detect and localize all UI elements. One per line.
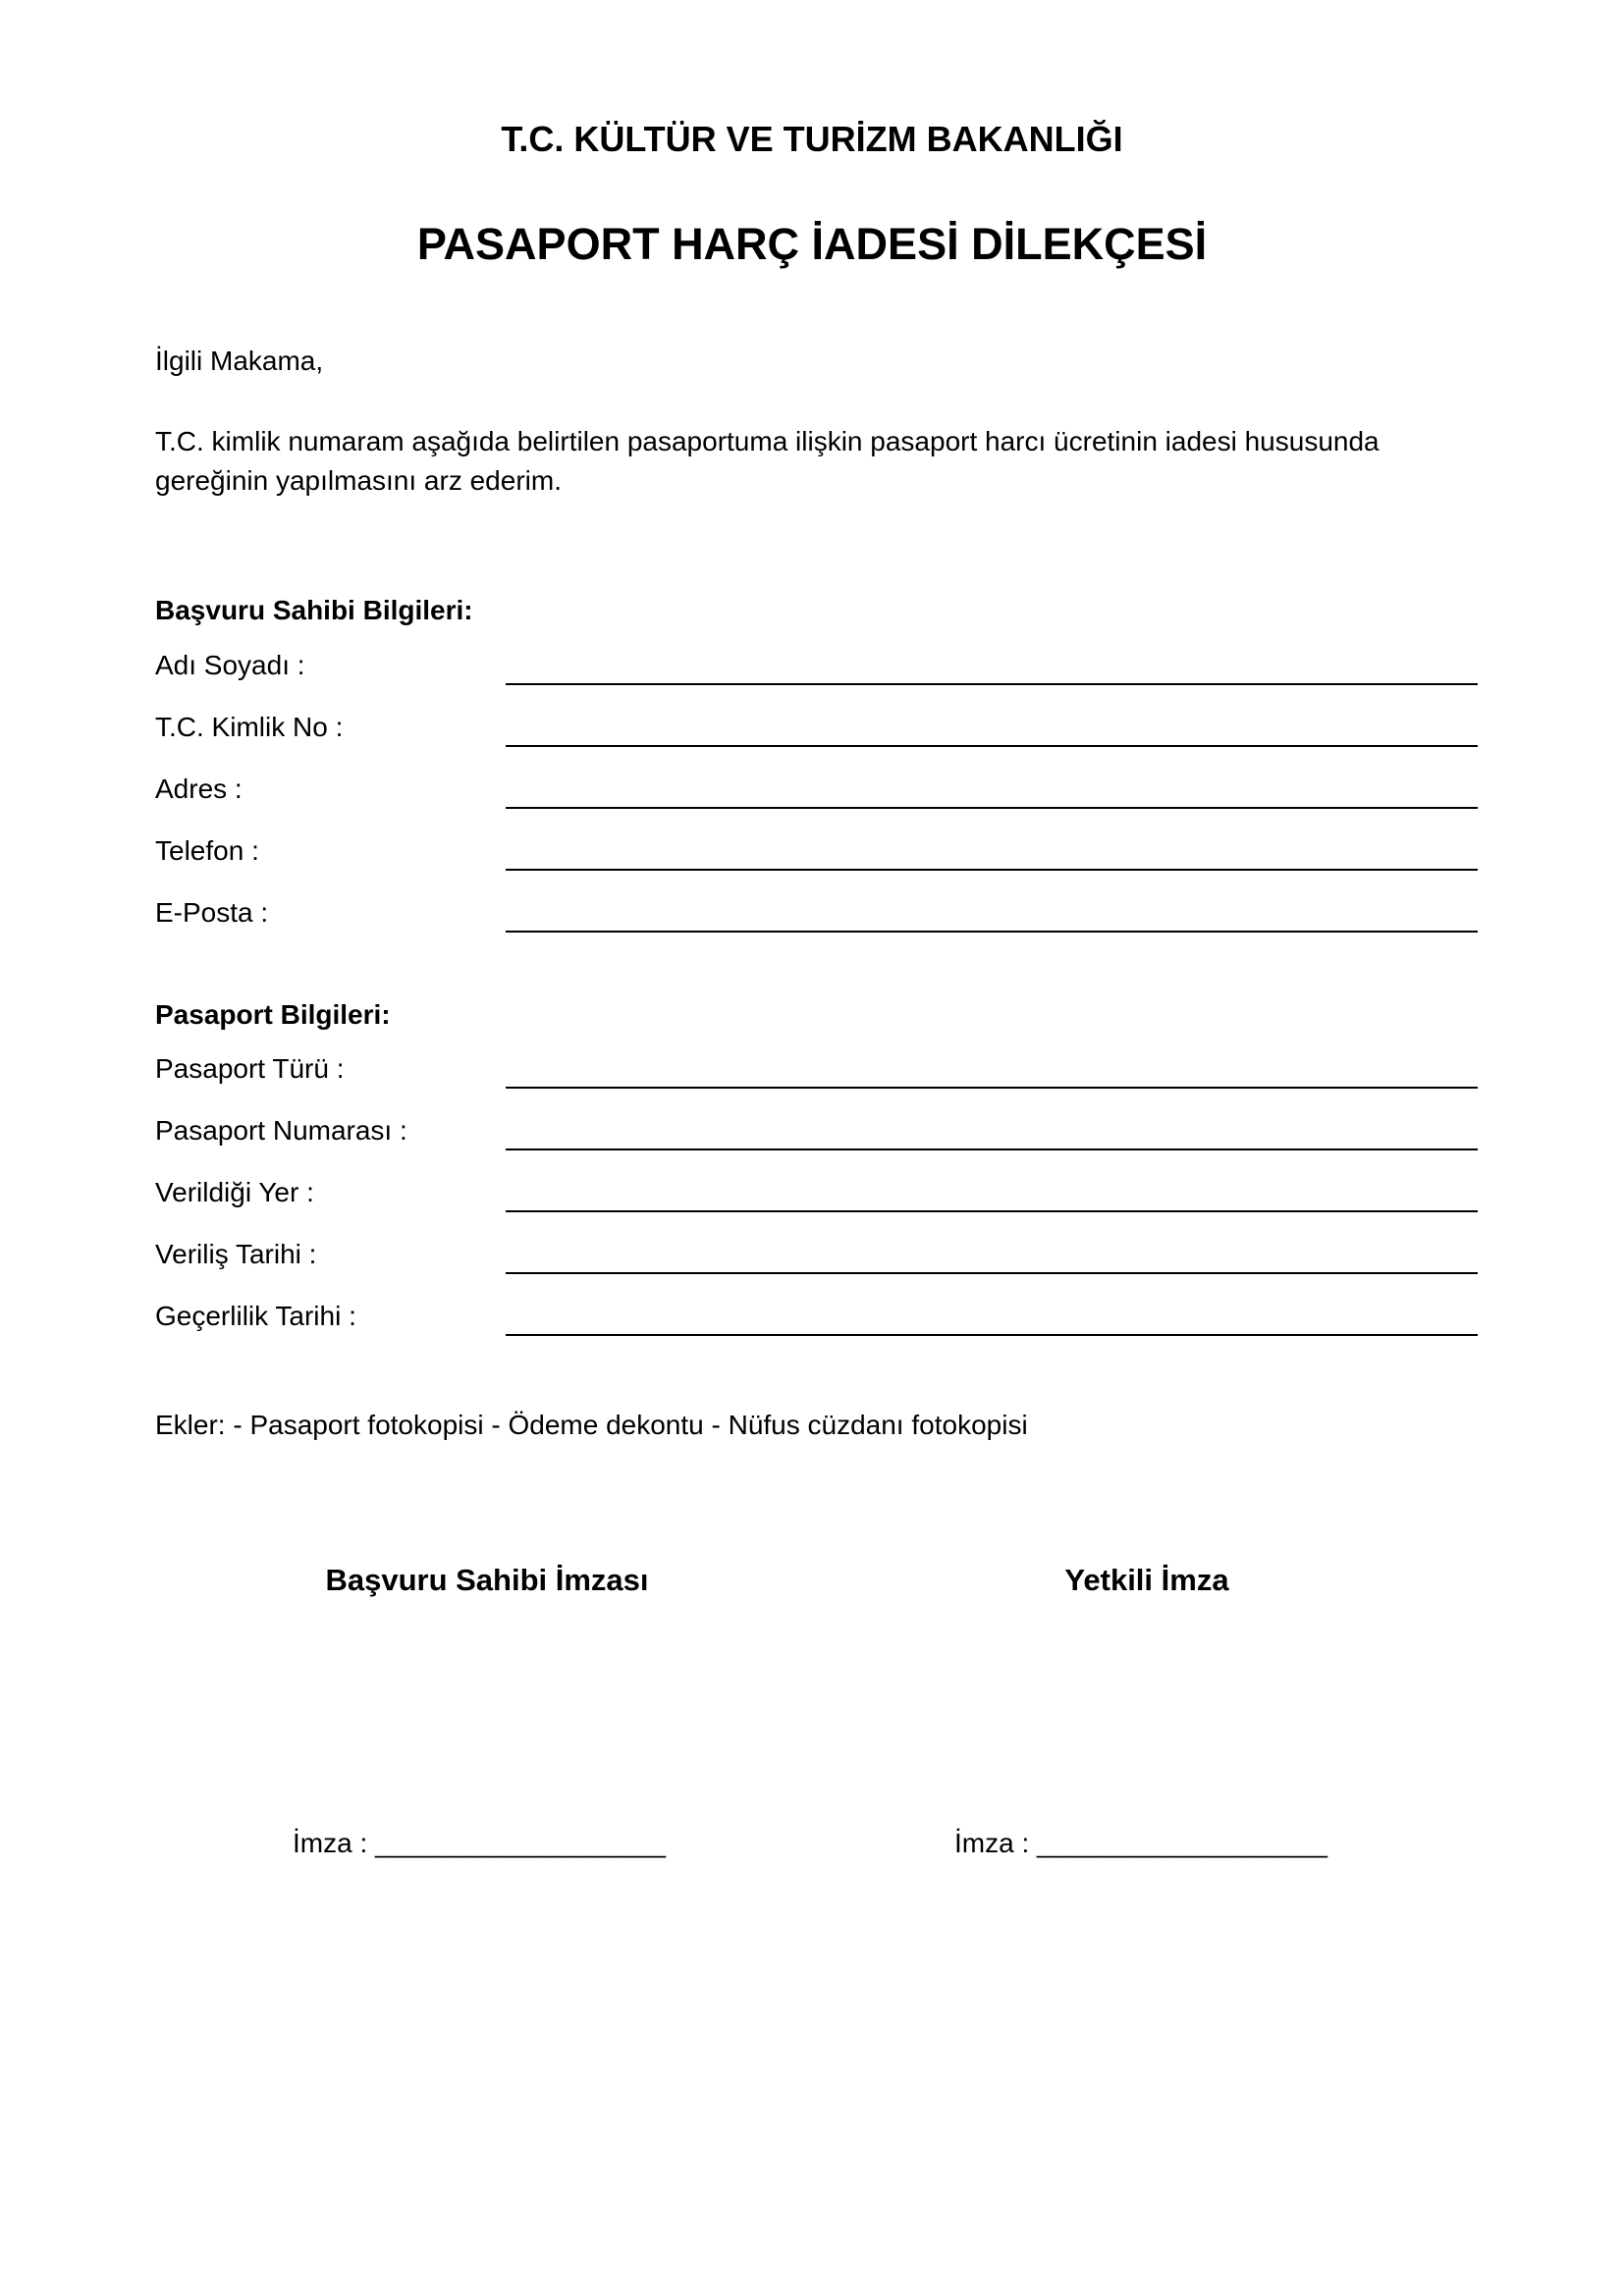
- passport-expiry-date-label: Geçerlilik Tarihi :: [155, 1301, 356, 1331]
- applicant-id-row: [155, 710, 1478, 755]
- applicant-address-row: [155, 772, 1478, 817]
- passport-expiry-date-row: [155, 1299, 1478, 1344]
- applicant-phone-field[interactable]: [506, 869, 1478, 871]
- applicant-id-field[interactable]: [506, 745, 1478, 747]
- applicant-id-label: T.C. Kimlik No :: [155, 712, 344, 742]
- passport-issue-place-field[interactable]: [506, 1210, 1478, 1212]
- passport-number-row: [155, 1113, 1478, 1158]
- applicant-signature-heading: Başvuru Sahibi İmzası: [325, 1563, 649, 1597]
- attachments-list: Ekler: - Pasaport fotokopisi - Ödeme dekontu - Nüfus cüzdanı fotokopisi: [155, 1410, 1028, 1440]
- passport-number-label: Pasaport Numarası :: [155, 1115, 407, 1146]
- passport-issue-date-label: Veriliş Tarihi :: [155, 1239, 317, 1269]
- passport-issue-date-row: [155, 1237, 1478, 1282]
- applicant-name-label: Adı Soyadı :: [155, 650, 305, 680]
- passport-type-field[interactable]: [506, 1087, 1478, 1089]
- passport-type-label: Pasaport Türü :: [155, 1053, 345, 1084]
- petition-body: T.C. kimlik numaram aşağıda belirtilen pasaportuma ilişkin pasaport harcı ücretinin iadesi hususunda gereğinin yapılmasını arz ederim.: [155, 426, 1380, 496]
- salutation: İlgili Makama,: [155, 346, 324, 376]
- passport-number-field[interactable]: [506, 1148, 1478, 1150]
- applicant-address-label: Adres :: [155, 774, 243, 804]
- applicant-email-row: [155, 895, 1478, 940]
- page-title: PASAPORT HARÇ İADESİ DİLEKÇESİ: [416, 219, 1208, 269]
- ministry-heading: T.C. KÜLTÜR VE TURİZM BAKANLIĞI: [501, 119, 1123, 159]
- official-signature-line[interactable]: İmza : ___________________: [954, 1828, 1327, 1858]
- applicant-phone-label: Telefon :: [155, 835, 259, 866]
- applicant-name-row: [155, 648, 1478, 693]
- official-signature-heading: Yetkili İmza: [1064, 1563, 1229, 1597]
- applicant-section-heading: Başvuru Sahibi Bilgileri:: [155, 595, 473, 625]
- passport-section-heading: Pasaport Bilgileri:: [155, 999, 391, 1030]
- passport-issue-date-field[interactable]: [506, 1272, 1478, 1274]
- applicant-phone-row: [155, 833, 1478, 879]
- passport-type-row: [155, 1051, 1478, 1096]
- applicant-name-field[interactable]: [506, 683, 1478, 685]
- passport-expiry-date-field[interactable]: [506, 1334, 1478, 1336]
- applicant-address-field[interactable]: [506, 807, 1478, 809]
- applicant-signature-line[interactable]: İmza : ___________________: [293, 1828, 666, 1858]
- applicant-email-label: E-Posta :: [155, 897, 269, 928]
- applicant-email-field[interactable]: [506, 931, 1478, 933]
- passport-issue-place-label: Verildiği Yer :: [155, 1177, 314, 1207]
- passport-issue-place-row: [155, 1175, 1478, 1220]
